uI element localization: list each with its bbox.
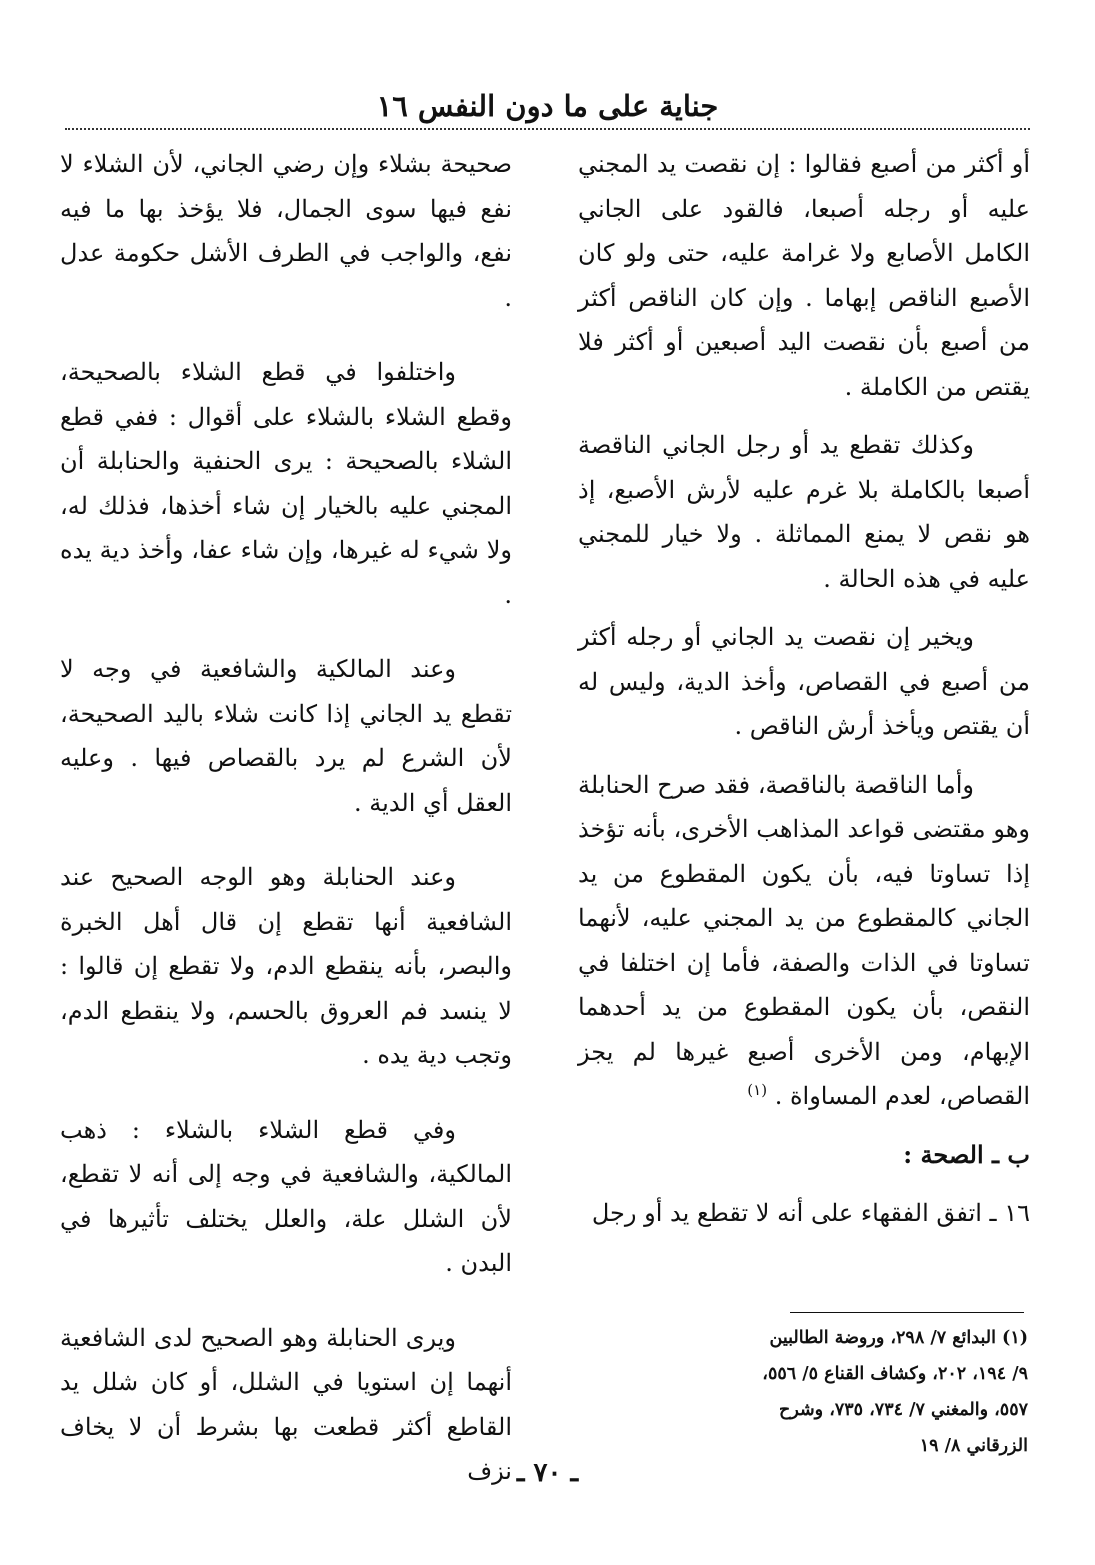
page-number: ـ ٧٠ ـ: [516, 1458, 579, 1488]
left-paragraph-1: صحيحة بشلاء وإن رضي الجاني، لأن الشلاء لا نفع فيها سوى الجمال، فلا يؤخذ بها ما فيه نفع، والواجب في الطرف الأشل حكومة عدل .: [60, 150, 512, 312]
left-column: [60, 142, 512, 1524]
left-paragraph-5: وفي قطع الشلاء بالشلاء : ذهب المالكية، والشافعية في وجه إلى أنه لا تقطع، لأن الشلل علة، والعلل يختلف تأثيرها في البدن .: [60, 1115, 512, 1277]
left-paragraph-2: واختلفوا في قطع الشلاء بالصحيحة، وقطع الشلاء بالشلاء على أقوال : ففي قطع الشلاء بالصحيحة : يرى الحنفية والحنابلة أن المجني عليه بالخيار إن شاء أخذها، فذلك له، ولا شيء له غيرها، وإن شاء عفا، وأخذ دية يده .: [60, 358, 512, 609]
right-paragraph-4: [578, 763, 1030, 1119]
left-paragraph-6: ويرى الحنابلة وهو الصحيح لدى الشافعية أنهما إن استويا في الشلل، أو كان شلل يد القاطع أكثر قطعت بها بشرط أن لا يخاف نزف: [60, 1323, 512, 1485]
left-paragraph-3: وعند المالكية والشافعية في وجه لا تقطع يد الجاني إذا كانت شلاء باليد الصحيحة، لأن الشرع لم يرد بالقصاص فيها . وعليه العقل أي الدية .: [60, 655, 512, 817]
footnote: (١) البدائع ٧/ ٢٩٨، وروضة الطالبين ٩/ ١٩٤، ٢٠٢، وكشاف القناع ٥/ ٥٥٦، ٥٥٧، والمغني ٧/ ٧٣٤، ٧٣٥، وشرح الزرقاني ٨/ ١٩: [762, 1328, 1028, 1456]
right-column: [578, 142, 1030, 1250]
footnote-reference: (١): [747, 1081, 768, 1099]
running-header: جناية على ما دون النفس ١٦: [376, 89, 719, 123]
right-paragraph-5: ١٦ ـ اتفق الفقهاء على أنه لا تقطع يد أو رجل: [591, 1199, 1030, 1227]
left-paragraph-4: وعند الحنابلة وهو الوجه الصحيح عند الشافعية أنها تقطع إن قال أهل الخبرة والبصر، بأنه ينقطع الدم، ولا تقطع إن قالوا : لا ينسد فم العروق بالحسم، ولا ينقطع الدم، وتجب دية يده .: [60, 863, 512, 1069]
right-paragraph-3: ويخير إن نقصت يد الجاني أو رجله أكثر من أصبع في القصاص، وأخذ الدية، وليس له أن يقتص ويأخذ أرش الناقص .: [578, 623, 1030, 740]
right-paragraph-4-text: وأما الناقصة بالناقصة، فقد صرح الحنابلة وهو مقتضى قواعد المذاهب الأخرى، بأنه تؤخذ إذا تساوتا فيه، بأن يكون المقطوع من يد الجاني كالمقطوع من يد المجني عليه، لأنهما تساوتا في الذات والصفة، فأما إن اختلفا في النقص، بأن يكون المقطوع من يد أحدهما الإبهام، ومن الأخرى أصبع غيرها لم يجز القصاص، لعدم المساواة .: [578, 770, 1030, 1110]
header-dotted-rule: [65, 128, 1030, 130]
right-paragraph-1: أو أكثر من أصبع فقالوا : إن نقصت يد المجني عليه أو رجله أصبعا، فالقود على الجاني الكامل الأصابع ولا غرامة عليه، حتى ولو كان الأصبع الناقص إبهاما . وإن كان الناقص أكثر من أصبع بأن نقصت اليد أصبعين أو أكثر فلا يقتص من الكاملة .: [578, 150, 1030, 401]
footnote-separator: [790, 1312, 1024, 1313]
right-paragraph-2: وكذلك تقطع يد أو رجل الجاني الناقصة أصبعا بالكاملة بلا غرم عليه لأرش الأصبع، إذ هو نقص لا يمنع المماثلة . ولا خيار للمجني عليه في هذه الحالة .: [578, 431, 1030, 593]
section-heading: ب ـ الصحة :: [903, 1139, 1030, 1169]
